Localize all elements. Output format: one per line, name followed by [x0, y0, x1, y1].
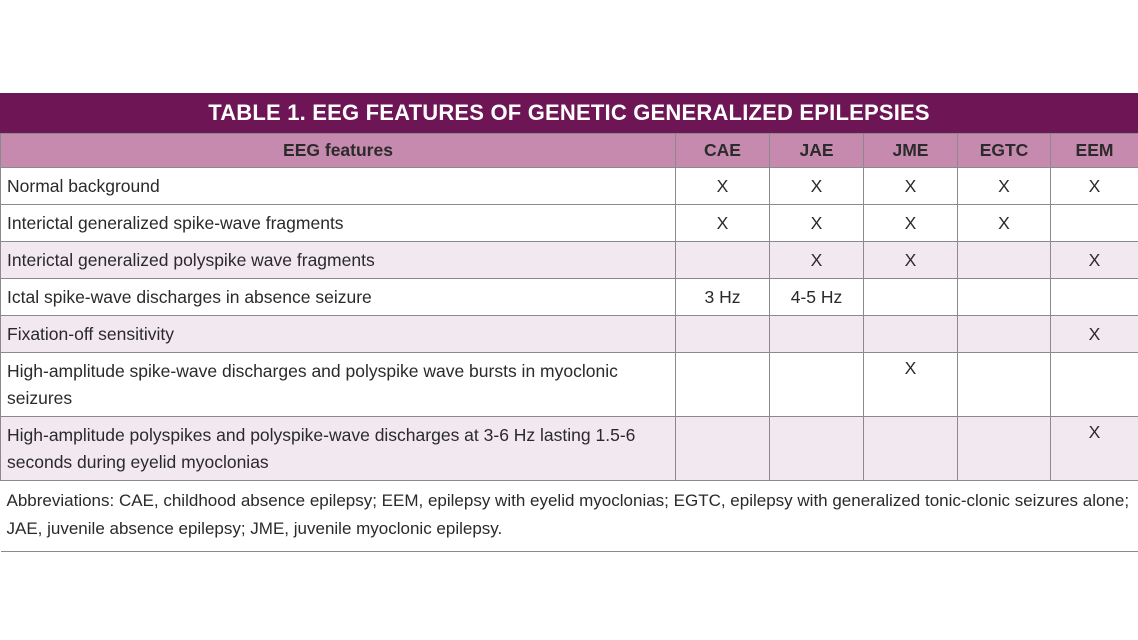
table-header: [1, 134, 1138, 168]
column-header-jae: JAE: [770, 134, 864, 168]
header-row: [1, 134, 1138, 168]
jme-cell: X: [864, 353, 958, 417]
jme-cell: [864, 279, 958, 316]
jae-cell: 4-5 Hz: [770, 279, 864, 316]
jme-cell: X: [864, 168, 958, 205]
column-header-cae: CAE: [676, 134, 770, 168]
jae-cell: X: [770, 168, 864, 205]
jme-cell: [864, 417, 958, 481]
footnote-row: [1, 481, 1138, 552]
cae-cell: [676, 353, 770, 417]
table-row: [1, 316, 1138, 353]
eeg-features-table: [0, 93, 1138, 552]
egtc-cell: X: [958, 168, 1051, 205]
feature-cell: High-amplitude polyspikes and polyspike-wave discharges at 3-6 Hz lasting 1.5-6 seconds during eyelid myoclonias: [1, 417, 676, 481]
table-row: [1, 168, 1138, 205]
egtc-cell: [958, 353, 1051, 417]
column-header-eeg-features: EEG features: [1, 134, 676, 168]
egtc-cell: [958, 417, 1051, 481]
eem-cell: [1051, 279, 1138, 316]
features-grid: [0, 133, 1138, 552]
eem-cell: [1051, 353, 1138, 417]
table-row: [1, 353, 1138, 417]
egtc-cell: [958, 279, 1051, 316]
jae-cell: X: [770, 242, 864, 279]
feature-cell: Interictal generalized spike-wave fragments: [1, 205, 676, 242]
egtc-cell: [958, 316, 1051, 353]
eem-cell: [1051, 205, 1138, 242]
table-row: [1, 279, 1138, 316]
feature-cell: Interictal generalized polyspike wave fragments: [1, 242, 676, 279]
jae-cell: [770, 353, 864, 417]
cae-cell: [676, 417, 770, 481]
egtc-cell: X: [958, 205, 1051, 242]
table-row: [1, 205, 1138, 242]
feature-cell: Fixation-off sensitivity: [1, 316, 676, 353]
table-row: [1, 417, 1138, 481]
table-footer: [1, 481, 1138, 552]
jme-cell: [864, 316, 958, 353]
column-header-egtc: EGTC: [958, 134, 1051, 168]
jae-cell: [770, 316, 864, 353]
feature-cell: Ictal spike-wave discharges in absence seizure: [1, 279, 676, 316]
jme-cell: X: [864, 205, 958, 242]
feature-cell: Normal background: [1, 168, 676, 205]
egtc-cell: [958, 242, 1051, 279]
jme-cell: X: [864, 242, 958, 279]
column-header-jme: JME: [864, 134, 958, 168]
cae-cell: 3 Hz: [676, 279, 770, 316]
jae-cell: [770, 417, 864, 481]
eem-cell: X: [1051, 316, 1138, 353]
table-title: TABLE 1. EEG FEATURES OF GENETIC GENERALIZED EPILEPSIES: [0, 93, 1138, 133]
feature-cell: High-amplitude spike-wave discharges and polyspike wave bursts in myoclonic seizures: [1, 353, 676, 417]
cae-cell: X: [676, 205, 770, 242]
table-row: [1, 242, 1138, 279]
abbreviations-footnote: Abbreviations: CAE, childhood absence epilepsy; EEM, epilepsy with eyelid myoclonias; EGTC, epilepsy with generalized tonic-clonic seizures alone; JAE, juvenile absence epilepsy; JME, juvenile myoclonic epilepsy.: [1, 481, 1138, 552]
eem-cell: X: [1051, 417, 1138, 481]
cae-cell: [676, 242, 770, 279]
eem-cell: X: [1051, 242, 1138, 279]
column-header-eem: EEM: [1051, 134, 1138, 168]
cae-cell: X: [676, 168, 770, 205]
jae-cell: X: [770, 205, 864, 242]
cae-cell: [676, 316, 770, 353]
table-body: [1, 168, 1138, 481]
eem-cell: X: [1051, 168, 1138, 205]
